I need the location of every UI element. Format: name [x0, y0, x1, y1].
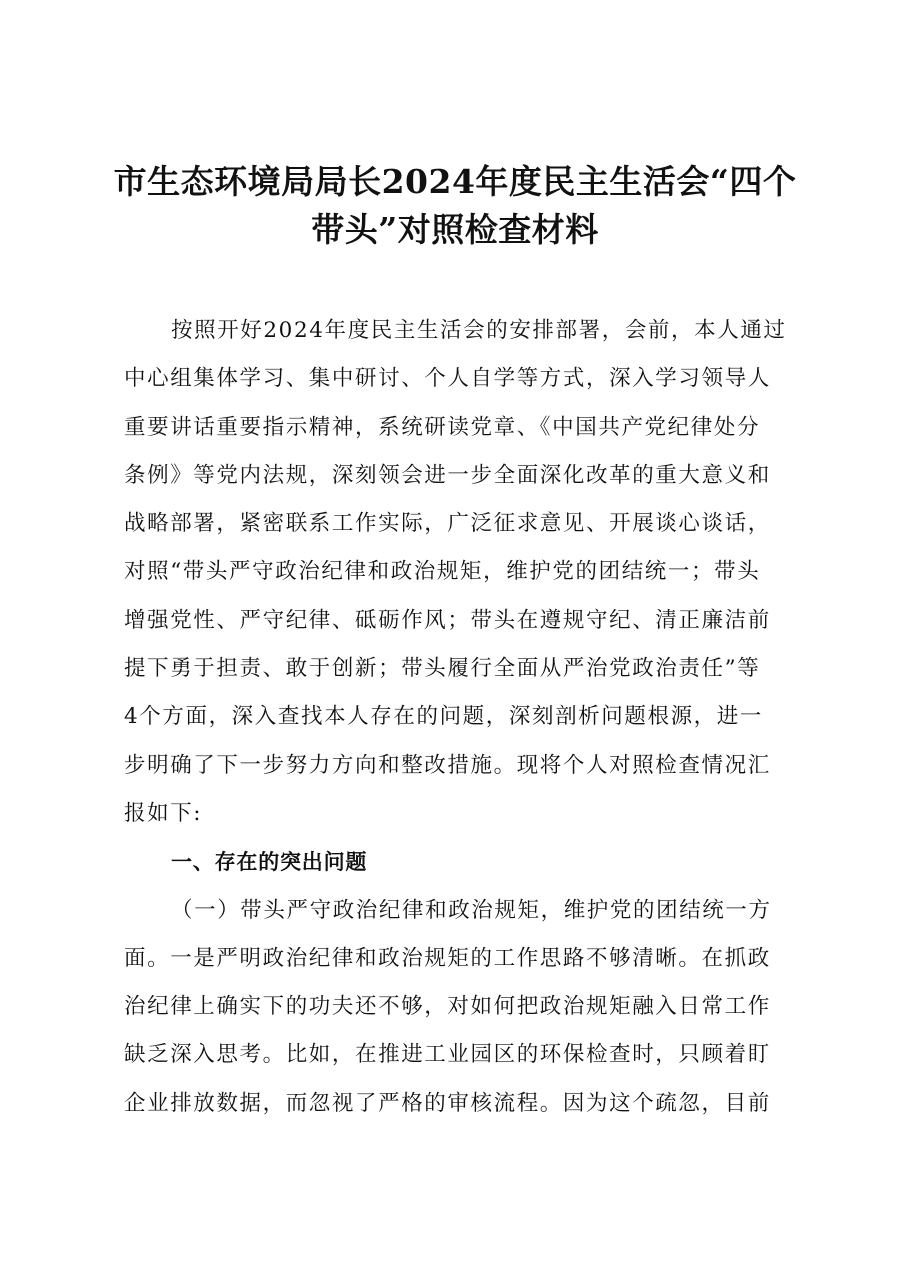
intro-line: 按照开好2024年度民主生活会的安排部署，会前，本人通过	[171, 318, 787, 343]
intro-line: 对照“带头严守政治纪律和政治规矩，维护党的团结统一；带头	[124, 559, 761, 585]
subsection-line: 缺乏深入思考。比如，在推进工业园区的环保检查时，只顾着盯	[124, 1042, 771, 1068]
intro-line: 步明确了下一步努力方向和整改措施。现将个人对照检查情况汇	[124, 752, 771, 778]
document-title	[110, 158, 800, 254]
subsection-line: （一）带头严守政治纪律和政治规矩，维护党的团结统一方	[171, 897, 772, 923]
intro-line: 重要讲话重要指示精神，系统研读党章、《中国共产党纪律处分	[124, 414, 761, 440]
intro-line: 增强党性、严守纪律、砥砺作风；带头在遵规守纪、清正廉洁前	[124, 607, 771, 633]
intro-line: 4个方面，深入查找本人存在的问题，深刻剖析问题根源，进一	[124, 704, 763, 730]
section-heading: 一、存在的突出问题	[171, 850, 368, 875]
document-body	[124, 307, 796, 1128]
intro-line: 中心组集体学习、集中研讨、个人自学等方式，深入学习领导人	[124, 366, 771, 392]
intro-line: 提下勇于担责、敢于创新；带头履行全面从严治党政治责任”等	[124, 656, 761, 682]
intro-line: 条例》等党内法规，深刻领会进一步全面深化改革的重大意义和	[124, 462, 771, 488]
subsection-line: 面。一是严明政治纪律和政治规矩的工作思路不够清晰。在抓政	[124, 945, 771, 971]
title-line-2: 带头”对照检查材料	[311, 210, 599, 249]
intro-line: 战略部署，紧密联系工作实际，广泛征求意见、开展谈心谈话，	[124, 511, 771, 537]
title-line-1: 市生态环境局局长2024年度民主生活会“四个	[113, 162, 797, 201]
intro-line: 报如下:	[124, 800, 203, 826]
subsection-line: 治纪律上确实下的功夫还不够，对如何把政治规矩融入日常工作	[124, 994, 771, 1020]
subsection-line: 企业排放数据，而忽视了严格的审核流程。因为这个疏忽，目前	[124, 1090, 771, 1116]
